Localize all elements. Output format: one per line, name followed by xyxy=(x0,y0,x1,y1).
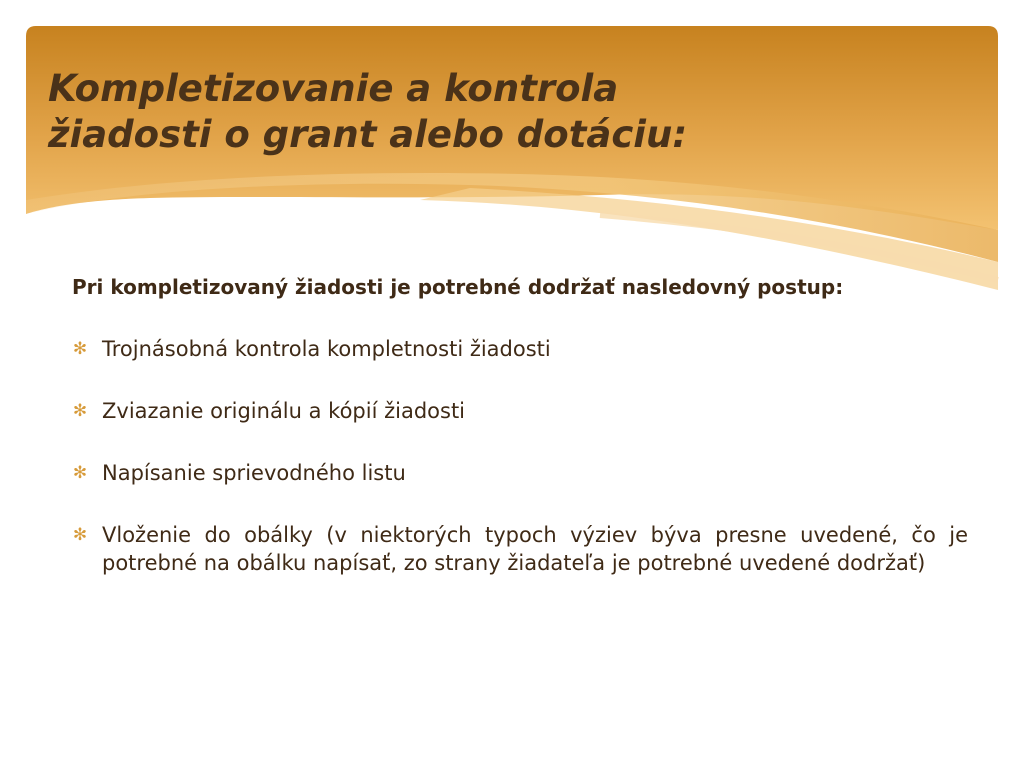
slide-title xyxy=(48,66,948,158)
list-item-text: Vloženie do obálky (v niektorých typoch výziev býva presne uvedené, čo je potrebné na obálku napísať, zo strany žiadateľa je potrebné uvedené dodržať) xyxy=(102,523,968,575)
title-line-2: žiadosti o grant alebo dotáciu: xyxy=(48,113,688,156)
list-item xyxy=(72,459,968,487)
intro-paragraph: Pri kompletizovaný žiadosti je potrebné dodržať nasledovný postup: xyxy=(72,275,844,299)
asterisk-icon: ✻ xyxy=(72,463,88,483)
asterisk-icon: ✻ xyxy=(72,525,88,545)
list-item xyxy=(72,335,968,363)
list-item xyxy=(72,397,968,425)
slide-body xyxy=(72,274,968,611)
list-item xyxy=(72,521,968,577)
list-item-text: Napísanie sprievodného listu xyxy=(102,461,406,485)
bullet-list xyxy=(72,335,968,577)
list-item-text: Trojnásobná kontrola kompletnosti žiadosti xyxy=(102,337,551,361)
asterisk-icon: ✻ xyxy=(72,339,88,359)
asterisk-icon: ✻ xyxy=(72,401,88,421)
list-item-text: Zviazanie originálu a kópií žiadosti xyxy=(102,399,466,423)
title-line-1: Kompletizovanie a kontrola xyxy=(48,67,619,110)
